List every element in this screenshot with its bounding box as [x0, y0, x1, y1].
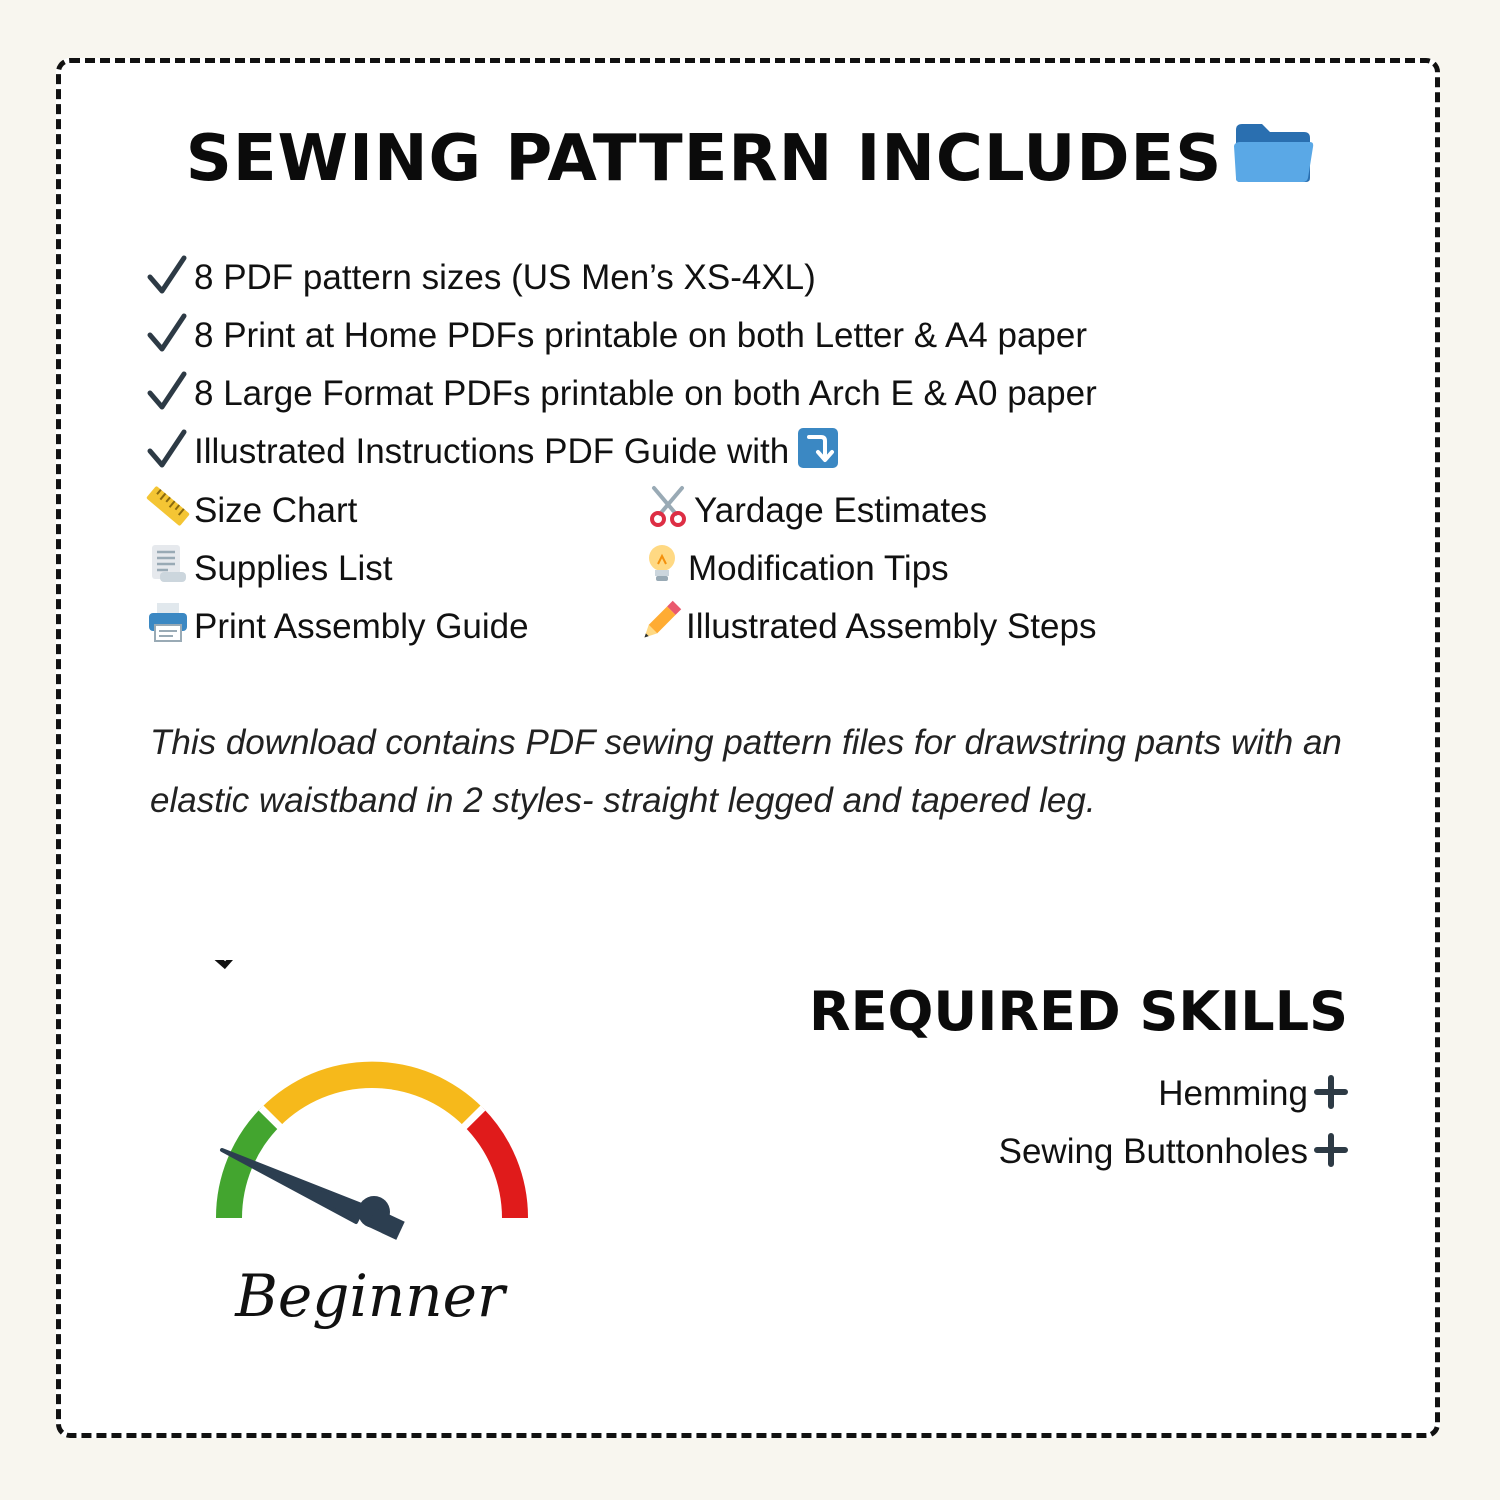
guide-item-print-assembly-guide: [146, 600, 529, 652]
guide-item-text: Print Assembly Guide: [194, 607, 529, 646]
page-title: [0, 120, 1500, 202]
guide-item-text: Supplies List: [194, 549, 393, 588]
list-item-text: Illustrated Instructions PDF Guide with: [194, 432, 790, 471]
check-icon: [146, 371, 194, 426]
guide-item-text: Illustrated Assembly Steps: [686, 607, 1097, 646]
guide-item-yardage-estimates: [646, 484, 987, 536]
guide-item-supplies-list: [146, 542, 392, 594]
list-item-text: 8 PDF pattern sizes (US Men’s XS-4XL): [194, 258, 816, 297]
lightbulb-icon: [640, 542, 688, 601]
required-skills-title: REQUIRED SKILLS: [809, 980, 1348, 1043]
guide-item-text: Modification Tips: [688, 549, 949, 588]
list-item-text: 8 Print at Home PDFs printable on both Letter & A4 paper: [194, 316, 1087, 355]
guide-item-text: Size Chart: [194, 491, 358, 530]
list-item-text: 8 Large Format PDFs printable on both Arch E & A0 paper: [194, 374, 1097, 413]
guide-item-text: Yardage Estimates: [694, 491, 988, 530]
guide-item-size-chart: [146, 484, 357, 536]
pencil-icon: [638, 600, 686, 659]
difficulty-label: [177, 960, 562, 984]
list-item: [146, 310, 1087, 362]
guide-item-illustrated-assembly-steps: [638, 600, 1096, 652]
list-item: [146, 368, 1097, 420]
guide-item-modification-tips: [640, 542, 949, 594]
skill-label: Sewing Buttonholes: [998, 1132, 1308, 1171]
list-item: [146, 252, 816, 304]
difficulty-label-path: [177, 960, 562, 984]
check-icon: [146, 313, 194, 368]
arrow-down-icon: [797, 427, 839, 484]
scissors-icon: [646, 484, 694, 543]
check-icon: [146, 429, 194, 484]
skill-item: [1158, 1074, 1348, 1118]
description: This download contains PDF sewing pattern files for drawstring pants with an elastic waistband in 2 styles- straight legged and tapered leg.: [150, 723, 1342, 820]
skill-label: Hemming: [1158, 1074, 1308, 1113]
difficulty-gauge: [150, 960, 590, 1264]
scroll-icon: [146, 542, 194, 601]
difficulty-level: Beginner: [235, 1262, 505, 1330]
list-item: [146, 426, 839, 478]
plus-icon: [1314, 1075, 1348, 1118]
folder-icon: [1232, 120, 1314, 202]
printer-icon: [146, 600, 194, 659]
check-icon: [146, 255, 194, 310]
title-text: SEWING PATTERN INCLUDES: [185, 122, 1223, 196]
ruler-icon: [146, 484, 194, 543]
plus-icon: [1314, 1133, 1348, 1176]
skill-item: [999, 1132, 1348, 1176]
